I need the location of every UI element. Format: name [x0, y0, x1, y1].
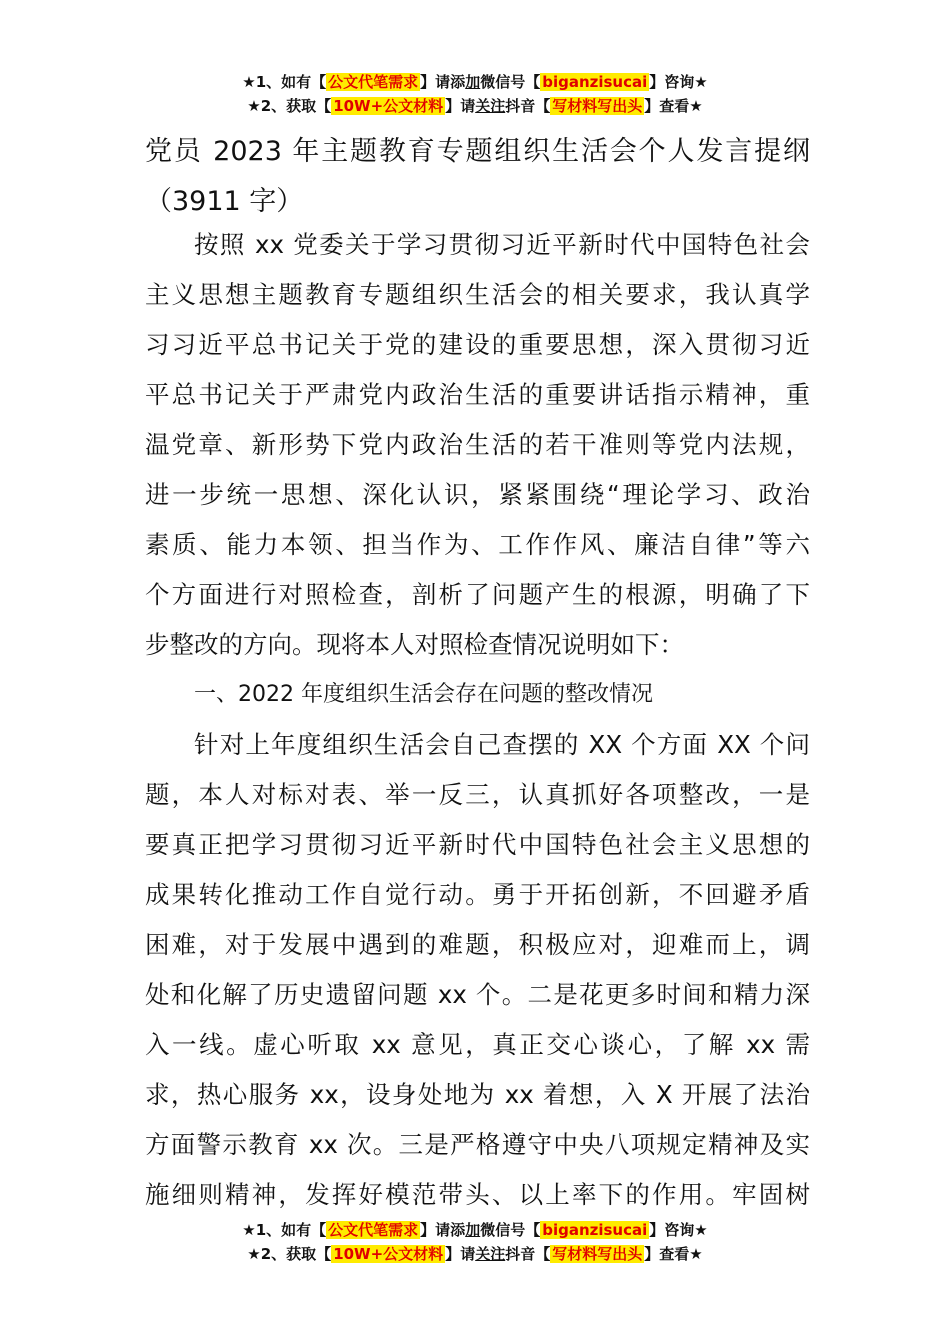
banner-text: 抖音【	[505, 97, 551, 115]
banner-line-1	[0, 1218, 950, 1242]
banner-text: 】咨询★	[649, 1221, 708, 1239]
banner-underlined-text: 加	[465, 1221, 481, 1239]
paragraph-line: 素质、能力本领、担当作为、工作作风、廉洁自律”等六	[145, 530, 810, 559]
banner-line-2	[0, 94, 950, 118]
title-line-2: （3911 字）	[145, 186, 304, 217]
paragraph-line: 按照 xx 党委关于学习贯彻习近平新时代中国特色社会	[194, 230, 810, 259]
banner-text: 】查看★	[644, 1245, 703, 1263]
banner-highlight: 写材料写出头	[552, 1245, 643, 1263]
banner-underlined-text: 关注	[475, 1245, 506, 1263]
paragraph-line: 进一步统一思想、深化认识，紧紧围绕“理论学习、政治	[145, 480, 810, 509]
banner-highlight: 公文代笔需求	[328, 1221, 419, 1239]
banner-text: 微信号【	[480, 73, 541, 91]
banner-highlight: 10W+公文材料	[333, 1245, 444, 1263]
banner-highlight: 10W+公文材料	[333, 97, 444, 115]
header-banner	[0, 70, 950, 118]
banner-text: 】请	[445, 97, 476, 115]
banner-highlight: biganzisucai	[542, 73, 648, 91]
banner-text: 】请添	[420, 73, 466, 91]
paragraph-line: 求，热心服务 xx，设身处地为 xx 着想，入 X 开展了法治	[145, 1080, 810, 1109]
banner-text: ★2、获取【	[247, 97, 332, 115]
banner-text: ★1、如有【	[242, 1221, 327, 1239]
paragraph-line: 入一线。虚心听取 xx 意见，真正交心谈心，了解 xx 需	[145, 1030, 810, 1059]
banner-text: 抖音【	[505, 1245, 551, 1263]
paragraph-line: 成果转化推动工作自觉行动。勇于开拓创新，不回避矛盾	[145, 880, 810, 909]
paragraph-line: 温党章、新形势下党内政治生活的若干准则等党内法规，	[145, 430, 810, 459]
document-body	[145, 220, 810, 1220]
banner-highlight: 写材料写出头	[552, 97, 643, 115]
paragraph-line: 处和化解了历史遗留问题 xx 个。二是花更多时间和精力深	[145, 980, 810, 1009]
paragraph-line: 个方面进行对照检查，剖析了问题产生的根源，明确了下	[145, 580, 810, 609]
paragraph-line: 主义思想主题教育专题组织生活会的相关要求，我认真学	[145, 280, 810, 309]
banner-text: 微信号【	[480, 1221, 541, 1239]
banner-highlight: 公文代笔需求	[328, 73, 419, 91]
banner-text: 】请	[445, 1245, 476, 1263]
document-title	[145, 127, 810, 227]
banner-text: 】咨询★	[649, 73, 708, 91]
banner-highlight: biganzisucai	[542, 1221, 648, 1239]
banner-text: 】查看★	[644, 97, 703, 115]
banner-underlined-text: 关注	[475, 97, 506, 115]
section-heading: 一、2022 年度组织生活会存在问题的整改情况	[194, 682, 653, 707]
paragraph-line: 困难，对于发展中遇到的难题，积极应对，迎难而上，调	[145, 930, 810, 959]
footer-banner	[0, 1218, 950, 1266]
paragraph-line: 平总书记关于严肃党内政治生活的重要讲话指示精神，重	[145, 380, 810, 409]
title-line-1: 党员 2023 年主题教育专题组织生活会个人发言提纲	[145, 136, 810, 167]
paragraph-line: 题，本人对标对表、举一反三，认真抓好各项整改，一是	[145, 780, 810, 809]
banner-underlined-text: 加	[465, 73, 481, 91]
banner-text: 】请添	[420, 1221, 466, 1239]
banner-text: ★2、获取【	[247, 1245, 332, 1263]
paragraph-line: 习习近平总书记关于党的建设的重要思想，深入贯彻习近	[145, 330, 810, 359]
banner-line-1	[0, 70, 950, 94]
paragraph-line: 施细则精神，发挥好模范带头、以上率下的作用。牢固树	[145, 1180, 810, 1209]
paragraph-line: 方面警示教育 xx 次。三是严格遵守中央八项规定精神及实	[145, 1130, 810, 1159]
paragraph-line: 针对上年度组织生活会自己查摆的 XX 个方面 XX 个问	[194, 730, 810, 759]
paragraph-line: 步整改的方向。现将本人对照检查情况说明如下：	[145, 630, 684, 659]
paragraph-line: 要真正把学习贯彻习近平新时代中国特色社会主义思想的	[145, 830, 810, 859]
banner-text: ★1、如有【	[242, 73, 327, 91]
banner-line-2	[0, 1242, 950, 1266]
